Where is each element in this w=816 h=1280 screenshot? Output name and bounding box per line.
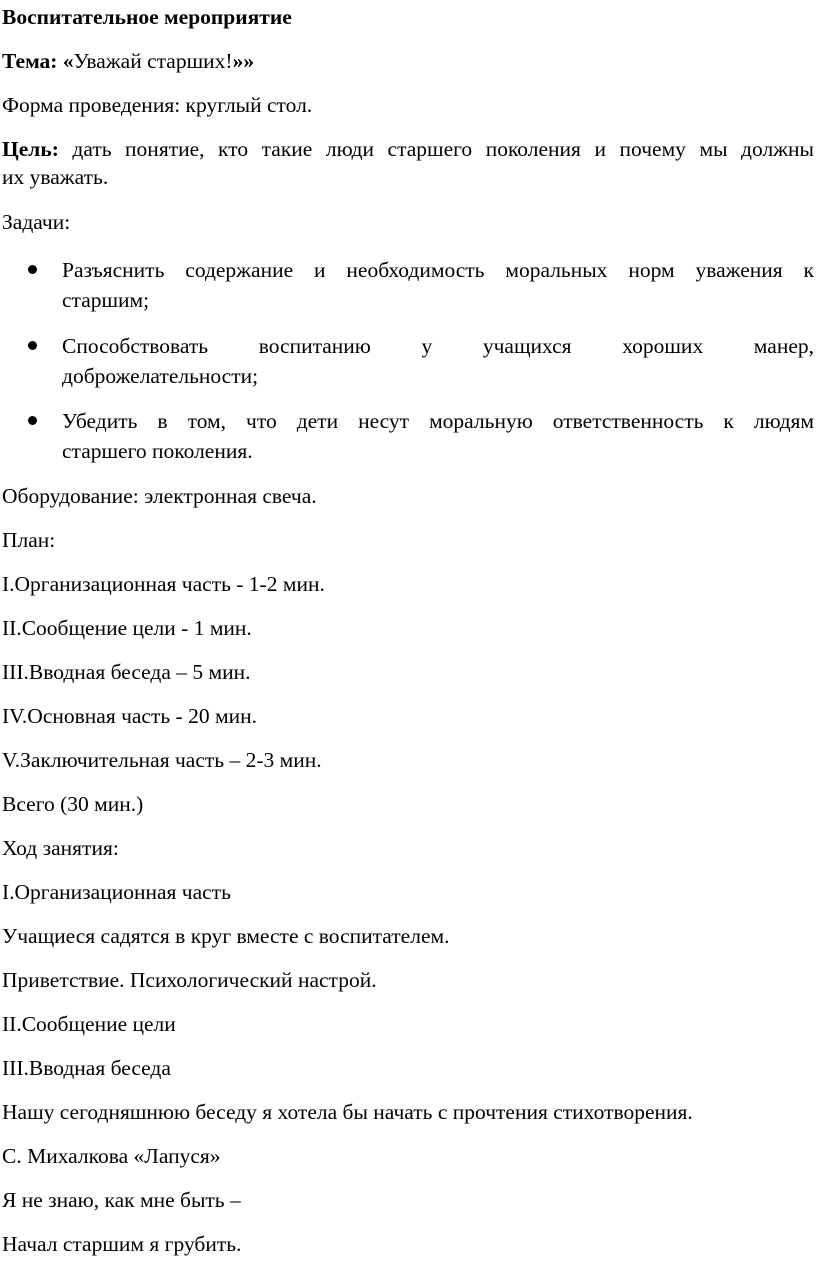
form-line: Форма проведения: круглый стол. xyxy=(2,93,313,117)
bullet-icon xyxy=(28,416,37,425)
plan-item: I.Организационная часть - 1-2 мин. xyxy=(2,572,325,596)
task-line-2: доброжелательности; xyxy=(62,364,259,388)
poem-line: Начал старшим я грубить. xyxy=(2,1232,242,1256)
course-line: I.Организационная часть xyxy=(2,880,231,904)
goal-text-1: дать понятие, кто такие люди старшего поколения и почему мы должны xyxy=(58,137,814,161)
plan-item: V.Заключительная часть – 2-3 мин. xyxy=(2,748,322,772)
bullet-icon xyxy=(28,341,37,350)
task-text xyxy=(62,331,814,391)
bullet-icon xyxy=(28,265,37,274)
course-heading: Ход занятия: xyxy=(2,836,119,860)
task-line-2: старшим; xyxy=(62,288,150,312)
tasks-heading: Задачи: xyxy=(2,210,71,234)
theme-open-quote: « xyxy=(57,49,74,73)
theme-line xyxy=(2,47,254,75)
theme-close-quote: »» xyxy=(232,49,255,73)
plan-item: II.Сообщение цели - 1 мин. xyxy=(2,616,252,640)
total-line: Всего (30 мин.) xyxy=(2,792,144,816)
poem-line: Я не знаю, как мне быть – xyxy=(2,1188,241,1212)
task-line-1: Убедить в том, что дети несут моральную ответственность к людям xyxy=(62,409,814,433)
equipment-line: Оборудование: электронная свеча. xyxy=(2,484,317,508)
course-line: Нашу сегодняшнюю беседу я хотела бы начать с прочтения стихотворения. xyxy=(2,1100,693,1124)
course-line: Учащиеся садятся в круг вместе с воспитателем. xyxy=(2,924,450,948)
plan-item: III.Вводная беседа – 5 мин. xyxy=(2,660,251,684)
goal-label: Цель: xyxy=(2,137,59,161)
course-line: Приветствие. Психологический настрой. xyxy=(2,968,377,992)
goal-line-1 xyxy=(2,135,814,163)
theme-label: Тема: xyxy=(2,49,58,73)
goal-paragraph xyxy=(2,135,814,191)
course-line: III.Вводная беседа xyxy=(2,1056,171,1080)
document-title: Воспитательное мероприятие xyxy=(2,5,292,29)
task-text xyxy=(62,406,814,466)
course-line: II.Сообщение цели xyxy=(2,1012,176,1036)
theme-value: Уважай старших! xyxy=(73,49,233,73)
plan-heading: План: xyxy=(2,528,56,552)
task-line-2: старшего поколения. xyxy=(62,439,253,463)
plan-item: IV.Основная часть - 20 мин. xyxy=(2,704,257,728)
task-line-1: Разъяснить содержание и необходимость моральных норм уважения к xyxy=(62,258,814,282)
poem-attribution: С. Михалкова «Лапуся» xyxy=(2,1144,221,1168)
task-text xyxy=(62,255,814,315)
goal-line-2: их уважать. xyxy=(2,165,109,189)
task-line-1: Способствовать воспитанию у учащихся хороших манер, xyxy=(62,334,814,358)
